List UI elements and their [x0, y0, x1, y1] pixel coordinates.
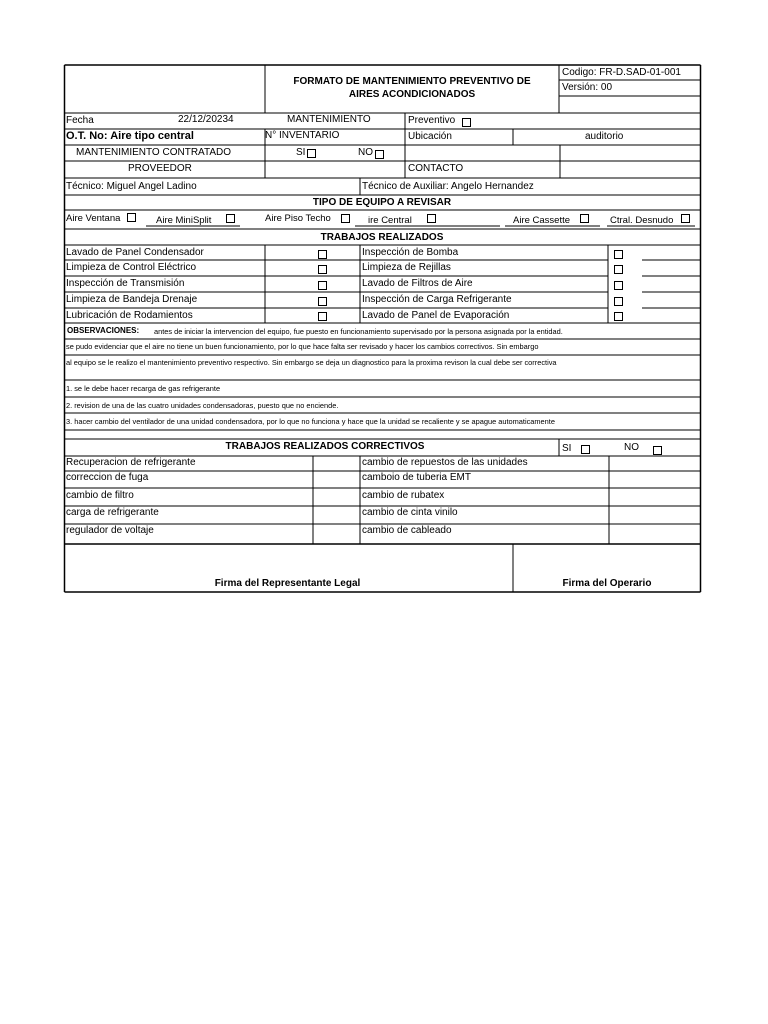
tipo-aire-cassette-checkbox[interactable]	[580, 214, 589, 223]
contratado-si-checkbox[interactable]	[307, 149, 316, 158]
trabajo-left-2: Limpieza de Control Eléctrico	[66, 262, 197, 273]
observaciones-item3: 3. hacer cambio del ventilador de una unidad condensadora, por lo que no funciona y hace que la unidad se recaliente y se apague automaticamente	[66, 417, 555, 426]
firma-operario-label: Firma del Operario	[562, 578, 652, 589]
ot-label: O.T. No: Aire tipo central	[66, 130, 194, 142]
contratado-no-checkbox[interactable]	[375, 150, 384, 159]
correctivo-left-5: regulador de voltaje	[66, 525, 154, 536]
proveedor-label: PROVEEDOR	[128, 163, 192, 174]
correctivo-right-1: cambio de repuestos de las unidades	[362, 457, 528, 468]
trabajo-left-3: Inspección de Transmisión	[66, 278, 185, 289]
correctivo-left-1: Recuperacion de refrigerante	[66, 457, 196, 468]
trabajo-right-5: Lavado de Panel de Evaporación	[362, 310, 510, 321]
observaciones-item2: 2. revision de una de las cuatro unidades condensadoras, puesto que no enciende.	[66, 401, 339, 410]
trabajo-left-5-checkbox[interactable]	[318, 312, 327, 321]
mantenimiento-label: MANTENIMIENTO	[287, 114, 371, 125]
form-version: Versión: 00	[562, 82, 613, 93]
correctivo-right-4: cambio de cinta vinilo	[362, 507, 458, 518]
trabajo-right-2: Limpieza de Rejillas	[362, 262, 451, 273]
tecnico-auxiliar-name: Técnico de Auxiliar: Angelo Hernandez	[362, 181, 534, 192]
preventivo-checkbox[interactable]	[462, 118, 471, 127]
ubicacion-label: Ubicación	[408, 131, 452, 142]
observaciones-line3: al equipo se le realizo el mantenimiento preventivo respectivo. Sin embargo se deja un diagnostico para la proxima revison la cual debe ser correctiva	[66, 358, 557, 367]
correctivo-right-5: cambio de cableado	[362, 525, 452, 536]
trabajo-right-4-checkbox[interactable]	[614, 297, 623, 306]
trabajo-left-4-checkbox[interactable]	[318, 297, 327, 306]
correctivo-left-4: carga de refrigerante	[66, 507, 159, 518]
observaciones-label: OBSERVACIONES:	[67, 326, 140, 335]
correctivos-no-label: NO	[624, 442, 639, 453]
observaciones-line1: antes de iniciar la intervencion del equipo, fue puesto en funcionamiento supervisado por la persona asignada por la entidad.	[154, 327, 563, 336]
form-title-line2: AIRES ACONDICIONADOS	[348, 89, 476, 100]
trabajo-left-1-checkbox[interactable]	[318, 250, 327, 259]
tipo-equipo-title: TIPO DE EQUIPO A REVISAR	[312, 197, 452, 208]
trabajo-right-3: Lavado de Filtros de Aire	[362, 278, 473, 289]
ubicacion-value: auditorio	[585, 131, 624, 142]
tecnico-name: Técnico: Miguel Angel Ladino	[66, 181, 197, 192]
tipo-aire-minisplit-checkbox[interactable]	[226, 214, 235, 223]
correctivos-no-checkbox[interactable]	[653, 446, 662, 455]
tipo-aire-ventana: Aire Ventana	[66, 213, 121, 224]
tipo-aire-central-checkbox[interactable]	[427, 214, 436, 223]
tipo-aire-piso-techo-checkbox[interactable]	[341, 214, 350, 223]
observaciones-item1: 1. se le debe hacer recarga de gas refrigerante	[66, 384, 221, 393]
correctivo-left-2: correccion de fuga	[66, 472, 149, 483]
tipo-aire-minisplit: Aire MiniSplit	[156, 215, 212, 226]
form-code: Codigo: FR-D.SAD-01-001	[562, 67, 681, 78]
correctivo-left-3: cambio de filtro	[66, 490, 134, 501]
trabajo-right-1-checkbox[interactable]	[614, 250, 623, 259]
tipo-ctral-desnudo: Ctral. Desnudo	[610, 215, 674, 226]
trabajo-right-4: Inspección de Carga Refrigerante	[362, 294, 512, 305]
trabajo-left-2-checkbox[interactable]	[318, 265, 327, 274]
tipo-aire-ventana-checkbox[interactable]	[127, 213, 136, 222]
form-title-line1: FORMATO DE MANTENIMIENTO PREVENTIVO DE	[293, 76, 531, 87]
correctivos-title: TRABAJOS REALIZADOS CORRECTIVOS	[225, 441, 425, 452]
trabajos-title: TRABAJOS REALIZADOS	[320, 232, 444, 243]
tipo-aire-cassette: Aire Cassette	[513, 215, 571, 226]
tipo-ctral-desnudo-checkbox[interactable]	[681, 214, 690, 223]
correctivo-right-3: cambio de rubatex	[362, 490, 445, 501]
correctivo-right-2: camboio de tuberia EMT	[362, 472, 471, 483]
trabajo-right-1: Inspección de Bomba	[362, 247, 459, 258]
trabajo-left-1: Lavado de Panel Condensador	[66, 247, 204, 258]
trabajo-left-4: Limpieza de Bandeja Drenaje	[66, 294, 198, 305]
contratado-si-label: SI	[296, 147, 306, 158]
trabajo-left-5: Lubricación de Rodamientos	[66, 310, 193, 321]
contratado-label: MANTENIMIENTO CONTRATADO	[76, 147, 231, 158]
correctivos-si-checkbox[interactable]	[581, 445, 590, 454]
observaciones-line2: se pudo evidenciar que el aire no tiene un buen funcionamiento, por lo que hace falta ser revisado y hacer los cambios correctivos. Sin embargo	[66, 342, 539, 351]
trabajo-left-3-checkbox[interactable]	[318, 281, 327, 290]
tipo-aire-central: ire Central	[368, 215, 412, 226]
trabajo-right-5-checkbox[interactable]	[614, 312, 623, 321]
trabajo-right-3-checkbox[interactable]	[614, 281, 623, 290]
contacto-label: CONTACTO	[408, 163, 464, 174]
trabajo-right-2-checkbox[interactable]	[614, 265, 623, 274]
fecha-label: Fecha	[66, 115, 94, 126]
correctivos-si-label: SI	[562, 443, 572, 454]
contratado-no-label: NO	[358, 147, 373, 158]
firma-representante-label: Firma del Representante Legal	[214, 578, 361, 589]
tipo-aire-piso-techo: Aire Piso Techo	[265, 213, 331, 224]
inventario-label: N° INVENTARIO	[265, 130, 340, 141]
fecha-value: 22/12/20234	[178, 114, 234, 125]
preventivo-label: Preventivo	[408, 115, 456, 126]
